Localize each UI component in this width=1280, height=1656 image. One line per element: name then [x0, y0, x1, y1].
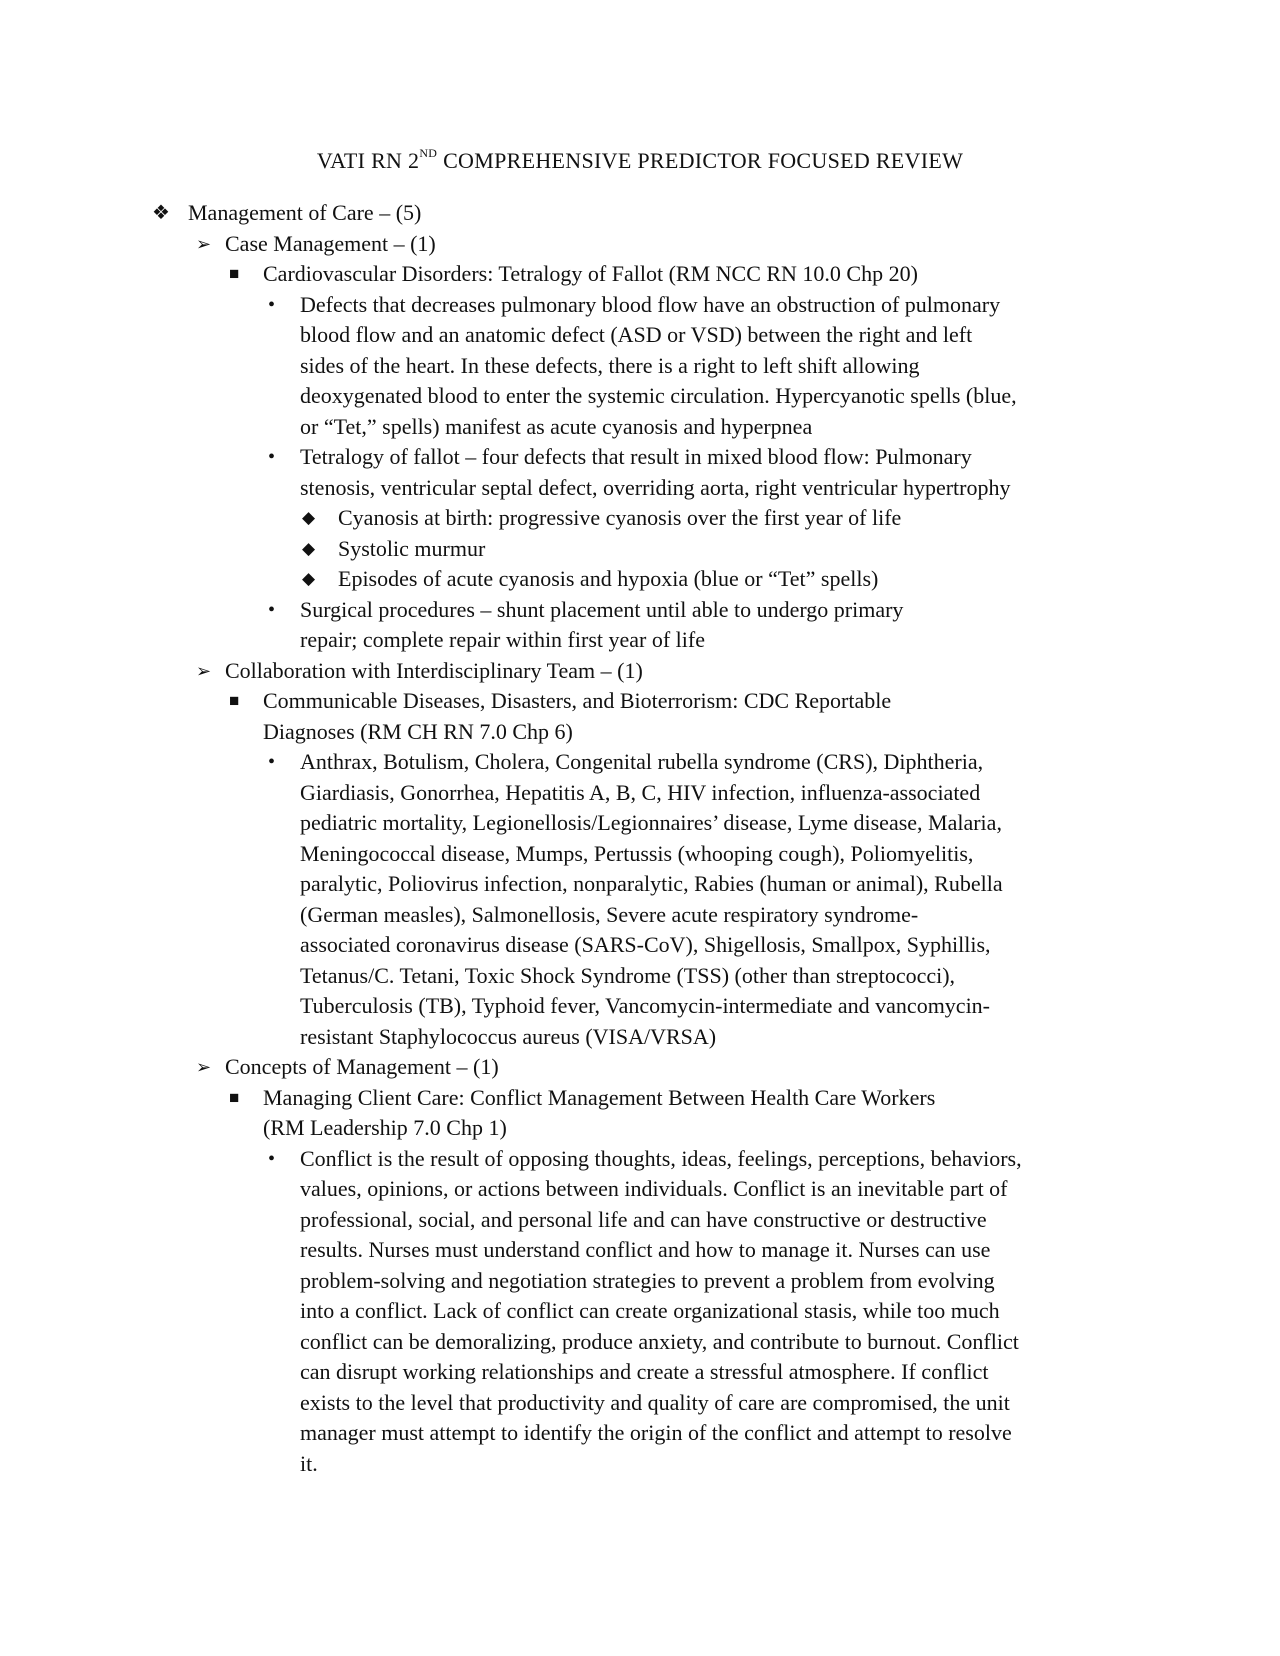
square-bullet-icon: ■: [229, 691, 240, 710]
text-line: Surgical procedures – shunt placement until able to undergo primary: [300, 596, 904, 622]
text-line: results. Nurses must understand conflict and how to manage it. Nurses can use: [300, 1237, 991, 1262]
text-line: deoxygenated blood to enter the systemic circulation. Hypercyanotic spells (blue,: [300, 383, 1017, 408]
list-item-level-4: [0, 1144, 1280, 1480]
text-line: Tuberculosis (TB), Typhoid fever, Vancomycin-intermediate and vancomycin-: [300, 993, 991, 1018]
list-item-level-4: [0, 595, 1280, 656]
text-line: Collaboration with Interdisciplinary Team – (1): [225, 657, 643, 683]
text-line: Meningococcal disease, Mumps, Pertussis (whooping cough), Poliomyelitis,: [300, 840, 974, 866]
square-bullet-icon: ■: [229, 264, 240, 283]
text-line: manager must attempt to identify the origin of the conflict and attempt to resolve: [300, 1420, 1012, 1445]
text-line: Concepts of Management – (1): [225, 1054, 499, 1079]
text-line: paralytic, Poliovirus infection, nonparalytic, Rabies (human or animal), Rubella: [300, 871, 1003, 896]
text-line: Managing Client Care: Conflict Management Between Health Care Workers: [263, 1084, 936, 1110]
square-bullet-icon: ■: [229, 1087, 240, 1107]
dot-bullet-icon: •: [268, 446, 276, 468]
title-superscript: ND: [419, 146, 438, 160]
text-line: or “Tet,” spells) manifest as acute cyanosis and hyperpnea: [300, 413, 813, 439]
text-line: associated coronavirus disease (SARS-CoV), Shigellosis, Smallpox, Syphillis,: [300, 932, 991, 957]
text-line: Communicable Diseases, Disasters, and Bioterrorism: CDC Reportable: [263, 688, 892, 713]
document-title: [0, 148, 1280, 174]
outline-list: [0, 198, 1280, 1479]
text-line: Anthrax, Botulism, Cholera, Congenital rubella syndrome (CRS), Diphtheria,: [300, 749, 984, 774]
list-item-level-2: [0, 229, 1280, 260]
text-line: it.: [300, 1450, 318, 1476]
list-item-level-1: [0, 198, 1280, 229]
text-line: Management of Care – (5): [188, 200, 422, 225]
small-diamond-bullet-icon: ◆: [302, 569, 316, 588]
text-line: exists to the level that productivity and quality of care are compromised, the unit: [300, 1389, 1010, 1415]
text-line: repair; complete repair within first year of life: [300, 627, 705, 652]
text-line: Giardiasis, Gonorrhea, Hepatitis A, B, C, HIV infection, influenza-associated: [300, 779, 981, 805]
dot-bullet-icon: •: [268, 1147, 276, 1170]
text-line: Cyanosis at birth: progressive cyanosis over the first year of life: [338, 505, 902, 530]
list-item-level-4: [0, 290, 1280, 443]
text-line: resistant Staphylococcus aureus (VISA/VRSA): [300, 1023, 717, 1049]
dot-bullet-icon: •: [268, 293, 276, 316]
small-diamond-bullet-icon: ◆: [302, 538, 316, 558]
text-line: (German measles), Salmonellosis, Severe acute respiratory syndrome-: [300, 901, 919, 927]
text-line: problem-solving and negotiation strategies to prevent a problem from evolving: [300, 1267, 995, 1293]
list-item-level-4: [0, 442, 1280, 503]
list-item-level-2: [0, 656, 1280, 687]
list-item-level-5: [0, 534, 1280, 565]
text-line: stenosis, ventricular septal defect, overriding aorta, right ventricular hypertrophy: [300, 474, 1011, 500]
text-line: Tetanus/C. Tetani, Toxic Shock Syndrome (TSS) (other than streptococci),: [300, 962, 956, 988]
title-prefix: VATI RN 2: [316, 148, 420, 173]
text-line: Case Management – (1): [225, 230, 436, 256]
text-line: values, opinions, or actions between individuals. Conflict is an inevitable part of: [300, 1176, 1008, 1201]
text-line: Diagnoses (RM CH RN 7.0 Chp 6): [263, 718, 573, 744]
dot-bullet-icon: •: [268, 598, 276, 621]
list-item-level-3: [0, 259, 1280, 290]
text-line: into a conflict. Lack of conflict can create organizational stasis, while too much: [300, 1298, 1000, 1323]
list-item-level-4: [0, 747, 1280, 1052]
list-item-level-5: [0, 503, 1280, 534]
diamond-bullet-icon: ❖: [152, 202, 170, 224]
list-item-level-3: [0, 686, 1280, 747]
text-line: Episodes of acute cyanosis and hypoxia (blue or “Tet” spells): [338, 566, 879, 591]
arrow-bullet-icon: ➢: [196, 660, 212, 681]
text-line: blood flow and an anatomic defect (ASD or VSD) between the right and left: [300, 322, 973, 347]
text-line: Defects that decreases pulmonary blood flow have an obstruction of pulmonary: [300, 291, 1001, 317]
title-suffix: COMPREHENSIVE PREDICTOR FOCUSED REVIEW: [437, 148, 964, 173]
text-line: Conflict is the result of opposing thoughts, ideas, feelings, perceptions, behaviors,: [300, 1145, 1022, 1171]
text-line: can disrupt working relationships and create a stressful atmosphere. If conflict: [300, 1359, 989, 1384]
text-line: conflict can be demoralizing, produce anxiety, and contribute to burnout. Conflict: [300, 1328, 1019, 1354]
text-line: Tetralogy of fallot – four defects that result in mixed blood flow: Pulmonary: [300, 444, 972, 469]
arrow-bullet-icon: ➢: [196, 1057, 212, 1077]
text-line: Cardiovascular Disorders: Tetralogy of Fallot (RM NCC RN 10.0 Chp 20): [263, 261, 918, 286]
small-diamond-bullet-icon: ◆: [302, 508, 316, 527]
list-item-level-3: [0, 1083, 1280, 1144]
text-line: pediatric mortality, Legionellosis/Legionnaires’ disease, Lyme disease, Malaria,: [300, 810, 1002, 835]
text-line: (RM Leadership 7.0 Chp 1): [263, 1115, 507, 1140]
list-item-level-5: [0, 564, 1280, 595]
text-line: Systolic murmur: [338, 535, 486, 561]
arrow-bullet-icon: ➢: [196, 233, 212, 254]
list-item-level-2: [0, 1052, 1280, 1083]
dot-bullet-icon: •: [268, 751, 276, 773]
text-line: sides of the heart. In these defects, there is a right to left shift allowing: [300, 352, 920, 378]
text-line: professional, social, and personal life and can have constructive or destructive: [300, 1206, 987, 1232]
